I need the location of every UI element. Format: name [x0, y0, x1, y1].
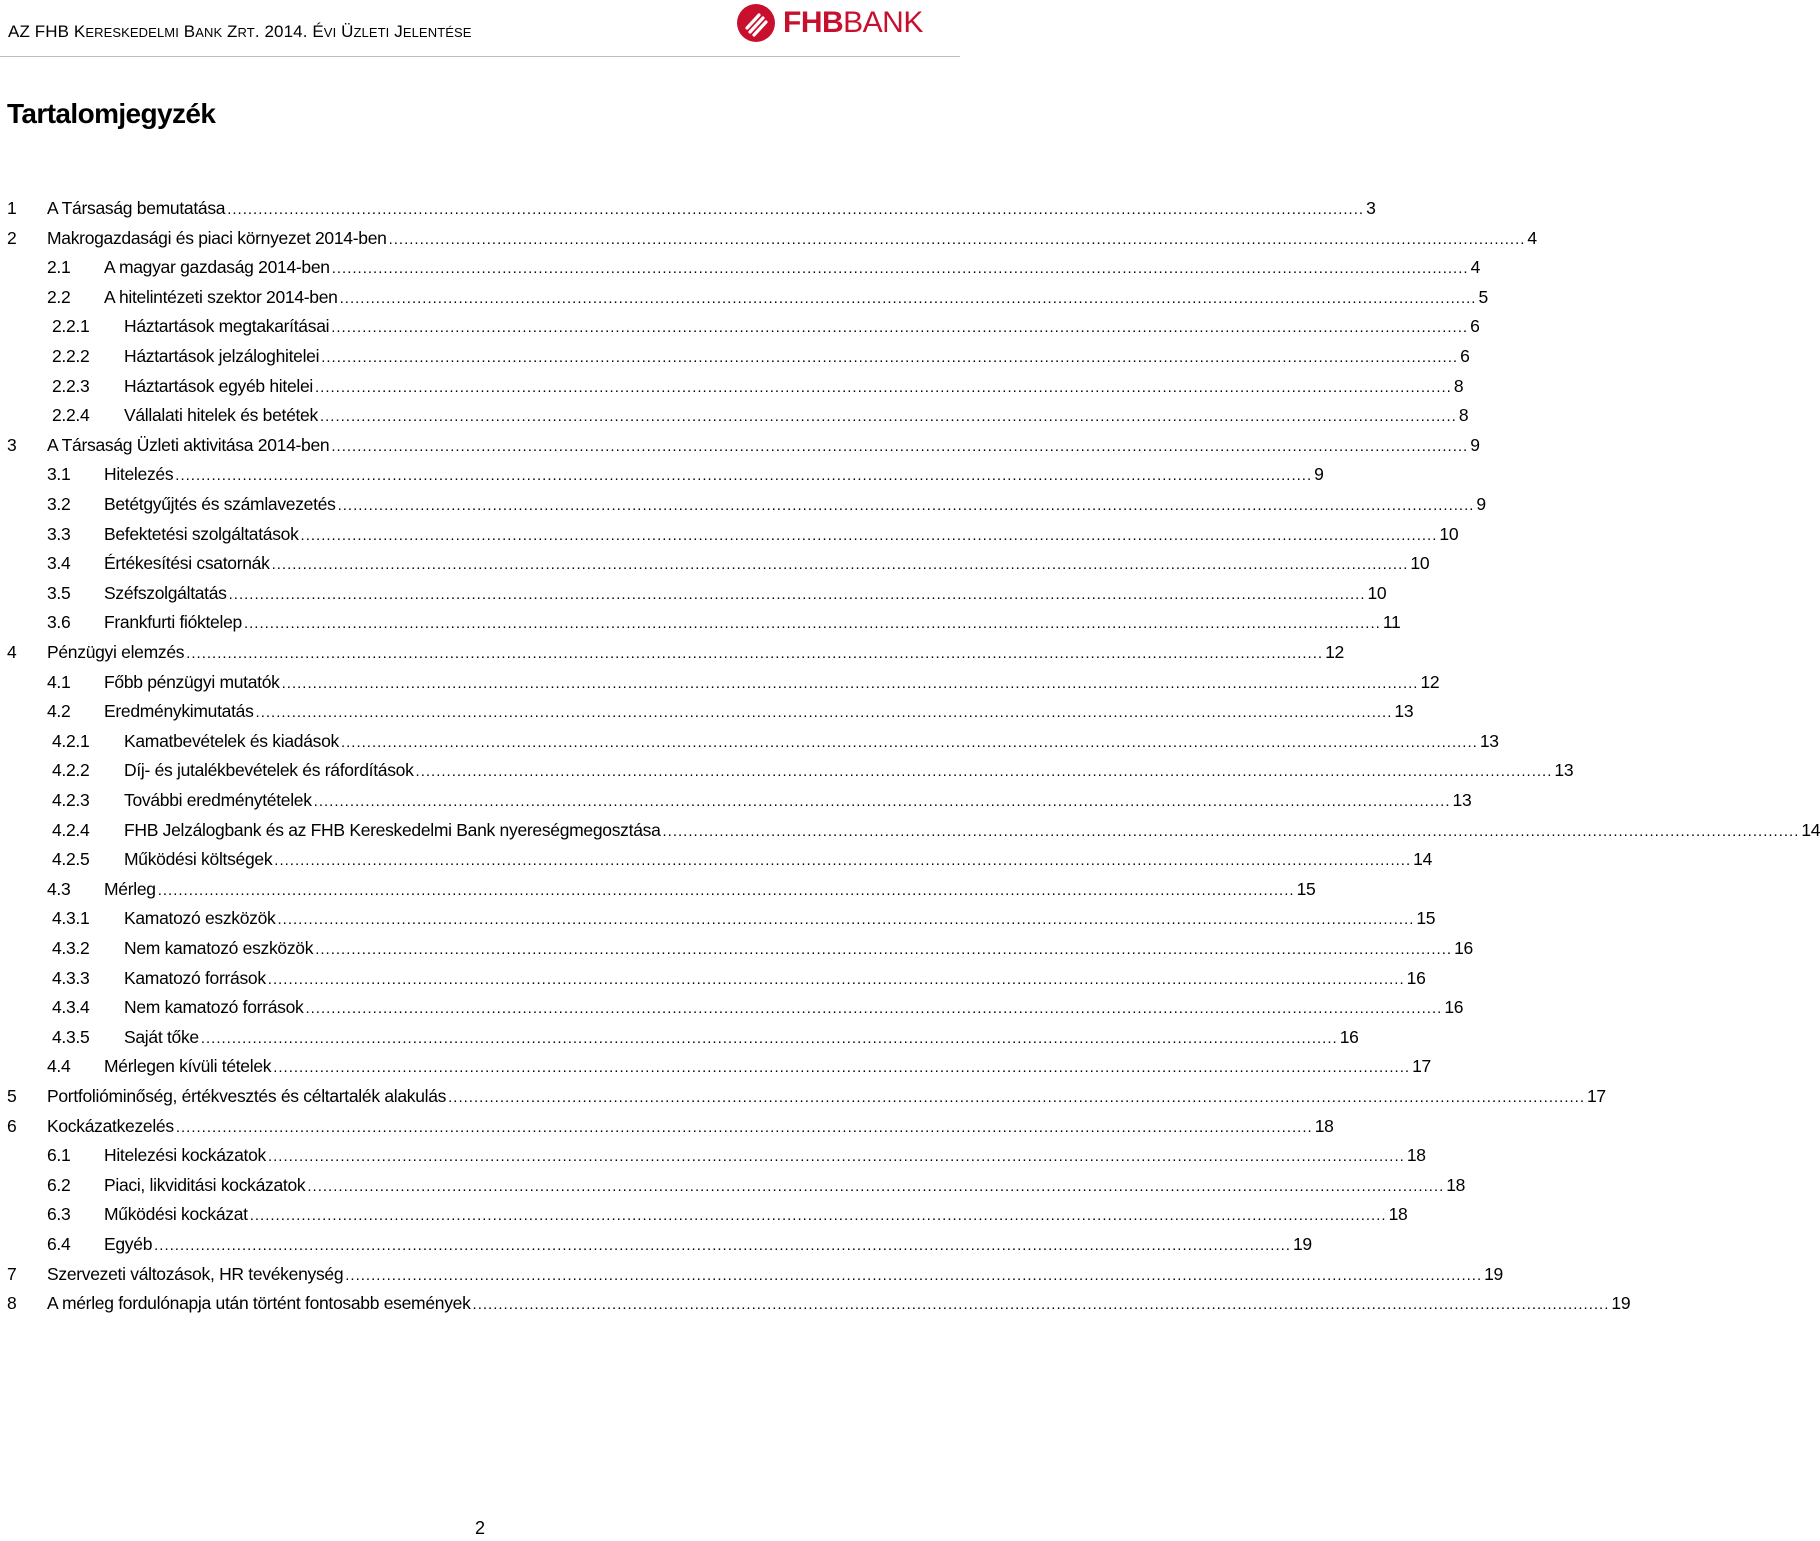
toc-dot-leader: ............................................................................................................................................................................................................................: [305, 1000, 1443, 1018]
toc-entry-title[interactable]: Értékesítési csatornák: [104, 553, 270, 574]
toc-entry-page: 9: [1314, 464, 1324, 485]
toc-entry[interactable]: [0, 726, 1499, 756]
toc-entry[interactable]: [0, 519, 1459, 549]
toc-entry-body: [47, 1111, 1334, 1143]
toc-entry-page: 13: [1479, 730, 1499, 751]
toc-entry-number: 8: [7, 1293, 17, 1314]
toc-entry-body: [104, 459, 1324, 491]
header-title-part: FHB: [34, 22, 74, 41]
toc-entry-body: [104, 1170, 1466, 1202]
toc-dot-leader: ............................................................................................................................................................................................................................: [339, 289, 1477, 307]
toc-entry-number: 2.2: [47, 286, 71, 307]
toc-dot-leader: ............................................................................................................................................................................................................................: [277, 911, 1415, 929]
toc-entry-number: 1: [7, 198, 17, 218]
toc-entry-number: 4.2.2: [52, 760, 90, 781]
toc-dot-leader: ............................................................................................................................................................................................................................: [267, 1148, 1405, 1166]
toc-entry-page: 12: [1325, 642, 1344, 662]
toc-entry-number: 3.5: [47, 582, 71, 603]
toc-entry[interactable]: [0, 489, 1486, 519]
toc-dot-leader: ............................................................................................................................................................................................................................: [267, 970, 1405, 988]
toc-dot-leader: ............................................................................................................................................................................................................................: [388, 230, 1526, 248]
header-title-part: Z: [19, 22, 30, 41]
toc-entry[interactable]: [0, 903, 1436, 933]
toc-entry-number: 4.3.1: [52, 908, 90, 929]
toc-entry-body: [47, 1081, 1606, 1113]
toc-entry[interactable]: [0, 607, 1401, 637]
toc-entry-number: 2.2.1: [52, 316, 90, 337]
toc-entry[interactable]: [0, 193, 1376, 223]
toc-entry-number: 4.3.3: [52, 967, 90, 988]
toc-entry[interactable]: [0, 992, 1464, 1022]
toc-entry-number: 6: [7, 1115, 17, 1136]
toc-entry-page: 16: [1406, 967, 1426, 988]
toc-entry-page: 10: [1439, 523, 1459, 544]
toc-entry-title[interactable]: Vállalati hitelek és betétek: [124, 405, 318, 426]
toc-entry-body: [124, 844, 1433, 876]
toc-entry-body: [124, 963, 1426, 995]
logo-wordmark: [783, 4, 923, 42]
toc-entry-title[interactable]: Piaci, likviditási kockázatok: [104, 1174, 306, 1195]
header-title-part: A: [8, 22, 20, 41]
toc-dot-leader: ............................................................................................................................................................................................................................: [300, 526, 1438, 544]
toc-entry-number: 4.4: [47, 1056, 71, 1077]
toc-dot-leader: ............................................................................................................................................................................................................................: [331, 437, 1469, 455]
toc-dot-leader: ............................................................................................................................................................................................................................: [157, 881, 1295, 899]
toc-entry-body: [104, 667, 1440, 699]
toc-entry-page: 18: [1406, 1145, 1426, 1166]
toc-entry-number: 4.3.2: [52, 938, 90, 958]
toc-entry[interactable]: [0, 578, 1387, 608]
toc-dot-leader: ............................................................................................................................................................................................................................: [271, 556, 1409, 574]
toc-entry-page: 11: [1382, 612, 1401, 633]
toc-entry-number: 2.2.2: [52, 346, 90, 366]
toc-entry-number: 4.2.4: [52, 819, 90, 840]
toc-entry-title[interactable]: Kamatozó források: [124, 967, 266, 988]
toc-entry-page: 19: [1292, 1234, 1312, 1254]
toc-entry-number: 6.4: [47, 1234, 71, 1254]
toc-entry-title[interactable]: Kamatozó eszközök: [124, 908, 276, 929]
toc-entry-body: [104, 578, 1387, 610]
toc-entry-title[interactable]: Háztartások jelzáloghitelei: [124, 346, 320, 366]
toc-entry-number: 4.3: [47, 878, 71, 899]
toc-entry-page: 10: [1367, 582, 1387, 603]
toc-entry-body: [104, 1051, 1431, 1083]
toc-entry-body: [124, 992, 1464, 1024]
toc-heading: Tartalomjegyzék: [7, 98, 216, 129]
toc-entry-page: 18: [1314, 1115, 1334, 1136]
toc-entry[interactable]: [0, 311, 1480, 341]
toc-entry-title[interactable]: Széfszolgáltatás: [104, 582, 227, 603]
toc-entry[interactable]: [0, 1022, 1359, 1052]
toc-dot-leader: ............................................................................................................................................................................................................................: [340, 733, 1478, 751]
toc-dot-leader: ............................................................................................................................................................................................................................: [307, 1177, 1445, 1195]
toc-dot-leader: ............................................................................................................................................................................................................................: [415, 763, 1553, 781]
toc-dot-leader: ............................................................................................................................................................................................................................: [331, 260, 1469, 278]
toc-entry-title[interactable]: Kamatbevételek és kiadások: [124, 730, 339, 751]
toc-entry-page: 8: [1458, 405, 1469, 426]
toc-entry[interactable]: [0, 1288, 1631, 1318]
toc-entry-body: [104, 1199, 1408, 1231]
toc-entry-body: [104, 548, 1430, 580]
toc-entry-title[interactable]: Mérlegen kívüli tételek: [104, 1056, 272, 1077]
toc-entry-body: [124, 903, 1436, 935]
toc-entry-title[interactable]: Nem kamatozó eszközök: [124, 938, 314, 958]
toc-entry-page: 6: [1460, 346, 1470, 366]
toc-entry[interactable]: [0, 223, 1537, 253]
toc-dot-leader: ............................................................................................................................................................................................................................: [315, 378, 1452, 396]
toc-entry-title[interactable]: Hitelezési kockázatok: [104, 1145, 266, 1166]
toc-entry-body: [104, 696, 1414, 728]
toc-entry-title[interactable]: Befektetési szolgáltatások: [104, 523, 299, 544]
header-divider: [0, 56, 960, 57]
header-title-part: K: [73, 22, 86, 41]
toc-entry-number: 4.2.1: [52, 730, 90, 751]
toc-entry-page: 18: [1446, 1174, 1466, 1195]
toc-entry-number: 3: [7, 434, 17, 455]
toc-entry-number: 3.3: [47, 523, 71, 544]
toc-dot-leader: ............................................................................................................................................................................................................................: [154, 1237, 1291, 1254]
toc-entry-number: 4.3.4: [52, 997, 90, 1018]
toc-entry[interactable]: [0, 1259, 1503, 1289]
toc-entry-page: 9: [1476, 494, 1486, 514]
toc-entry-number: 2.2.4: [52, 405, 90, 426]
toc-entry-title[interactable]: Eredménykimutatás: [104, 701, 254, 722]
toc-entry-title[interactable]: Háztartások egyéb hitelei: [124, 375, 313, 396]
toc-dot-leader: ............................................................................................................................................................................................................................: [315, 941, 1453, 958]
toc-entry-page: 4: [1527, 227, 1537, 248]
logo-wordmark-bold: FHB: [783, 6, 844, 39]
toc-entry-number: 2.2.3: [52, 375, 90, 396]
toc-entry[interactable]: [0, 1051, 1431, 1081]
header-title-part: Ü: [336, 22, 354, 41]
toc-entry-body: [47, 430, 1480, 462]
toc-dot-leader: ............................................................................................................................................................................................................................: [255, 704, 1393, 722]
toc-entry-title[interactable]: Pénzügyi elemzés: [47, 642, 185, 662]
header-title-part: É: [312, 22, 324, 41]
logo-wordmark-regular: BANK: [843, 6, 923, 39]
toc-entry-title[interactable]: A Társaság bemutatása: [47, 198, 226, 218]
toc-entry-body: [124, 726, 1499, 758]
toc-entry[interactable]: [0, 459, 1324, 489]
toc-entry[interactable]: [0, 282, 1488, 312]
toc-dot-leader: ............................................................................................................................................................................................................................: [175, 467, 1313, 485]
toc-entry[interactable]: [0, 933, 1473, 963]
toc-entry-title[interactable]: Egyéb: [104, 1234, 153, 1254]
toc-entry-page: 13: [1394, 701, 1414, 722]
toc-entry-title[interactable]: Mérleg: [104, 878, 156, 899]
toc-entry-page: 3: [1366, 198, 1376, 218]
toc-entry-page: 13: [1452, 790, 1472, 810]
toc-entry-body: [124, 755, 1574, 787]
toc-dot-leader: ............................................................................................................................................................................................................................: [200, 1029, 1338, 1047]
toc-entry-body: [104, 252, 1480, 284]
toc-entry-number: 2.1: [47, 257, 71, 278]
toc-entry-title[interactable]: Hitelezés: [104, 464, 174, 485]
toc-entry-body: [124, 785, 1472, 817]
toc-entry-number: 3.2: [47, 494, 71, 514]
toc-entry-number: 6.2: [47, 1174, 71, 1195]
toc-entry[interactable]: [0, 874, 1316, 904]
toc-dot-leader: ............................................................................................................................................................................................................................: [281, 674, 1419, 692]
toc-entry-title[interactable]: További eredménytételek: [124, 790, 312, 810]
toc-entry[interactable]: [0, 696, 1414, 726]
toc-entry-title[interactable]: Betétgyűjtés és számlavezetés: [104, 494, 336, 514]
toc-entry-page: 14: [1413, 849, 1433, 870]
toc-entry[interactable]: [0, 815, 1820, 845]
header-title-part: B: [178, 22, 196, 41]
toc-entry-page: 16: [1444, 997, 1464, 1018]
toc-entry-title[interactable]: Szervezeti változások, HR tevékenység: [47, 1263, 344, 1284]
toc-dot-leader: ............................................................................................................................................................................................................................: [175, 1118, 1313, 1136]
toc-entry-body: [104, 282, 1488, 314]
toc-entry-body: [124, 933, 1473, 965]
toc-entry-page: 15: [1296, 878, 1316, 899]
toc-entry-page: 15: [1416, 908, 1436, 929]
toc-entry[interactable]: [0, 252, 1480, 282]
toc-entry-page: 12: [1420, 671, 1440, 692]
toc-entry-body: [47, 193, 1376, 225]
toc-entry[interactable]: [0, 1229, 1312, 1259]
toc-entry-page: 4: [1470, 257, 1480, 278]
toc-entry[interactable]: [0, 785, 1472, 815]
toc-entry-body: [124, 400, 1469, 432]
toc-dot-leader: ............................................................................................................................................................................................................................: [321, 349, 1459, 366]
toc-entry[interactable]: [0, 667, 1440, 697]
toc-entry-page: 8: [1453, 375, 1464, 396]
toc-entry[interactable]: [0, 1170, 1466, 1200]
document-header-title: [8, 22, 472, 42]
toc-entry-number: 4.3.5: [52, 1026, 90, 1047]
toc-entry-title[interactable]: A hitelintézeti szektor 2014-ben: [104, 286, 338, 307]
header-title-part: ELENTÉSE: [402, 25, 472, 40]
toc-entry-page: 19: [1484, 1263, 1503, 1284]
page-number: 2: [474, 1518, 485, 1538]
toc-dot-leader: ............................................................................................................................................................................................................................: [249, 1207, 1387, 1225]
toc-entry-number: 3.1: [47, 464, 71, 485]
toc-dot-leader: ............................................................................................................................................................................................................................: [448, 1089, 1585, 1106]
toc-dot-leader: ............................................................................................................................................................................................................................: [662, 822, 1800, 840]
toc-dot-leader: ............................................................................................................................................................................................................................: [331, 319, 1469, 337]
toc-entry-page: 17: [1587, 1086, 1606, 1106]
toc-entry-page: 6: [1470, 316, 1480, 337]
toc-entry[interactable]: [0, 1111, 1334, 1141]
toc-entry-page: 10: [1410, 553, 1430, 574]
toc-entry-number: 6.3: [47, 1204, 71, 1225]
toc-entry-page: 5: [1478, 286, 1488, 307]
toc-dot-leader: ............................................................................................................................................................................................................................: [274, 852, 1412, 870]
toc-entry-title[interactable]: A Társaság Üzleti aktivitása 2014-ben: [47, 434, 330, 455]
toc-entry-body: [104, 1140, 1426, 1172]
toc-entry-number: 5: [7, 1086, 17, 1106]
toc-entry[interactable]: [0, 1199, 1408, 1229]
toc-entry-body: [104, 607, 1401, 639]
header-title-part: ERESKEDELMI: [85, 25, 179, 40]
header-title-part: J: [389, 22, 403, 41]
toc-entry-number: 4.2.5: [52, 849, 90, 870]
toc-entry-body: [124, 311, 1480, 343]
toc-entry-page: 16: [1454, 938, 1473, 958]
toc-entry-body: [104, 1229, 1312, 1261]
toc-entry-number: 7: [7, 1263, 17, 1284]
toc-entry-title[interactable]: Működési kockázat: [104, 1204, 248, 1225]
toc-entry-body: [47, 1259, 1503, 1291]
toc-entry-body: [124, 371, 1464, 403]
toc-entry-number: 3.4: [47, 553, 71, 574]
toc-entry-title[interactable]: A mérleg fordulónapja után történt fontosabb események: [47, 1293, 471, 1314]
toc-entry-title[interactable]: Portfolióminőség, értékvesztés és céltartalék alakulás: [47, 1086, 447, 1106]
toc-entry-page: 14: [1801, 819, 1820, 840]
toc-entry[interactable]: [0, 371, 1464, 401]
toc-dot-leader: ............................................................................................................................................................................................................................: [319, 408, 1457, 426]
toc-dot-leader: ............................................................................................................................................................................................................................: [186, 645, 1324, 662]
header-title-part: . 2014.: [254, 22, 313, 41]
toc-entry-number: 4.1: [47, 671, 71, 692]
toc-entry-body: [47, 223, 1537, 255]
toc-entry-number: 2: [7, 227, 17, 248]
header-title-part: ZLETI: [353, 25, 390, 40]
toc-entry-body: [104, 874, 1316, 906]
header-title-part: Z: [222, 22, 238, 41]
toc-entry[interactable]: [0, 755, 1574, 785]
toc-entry-page: 17: [1412, 1056, 1431, 1077]
toc-entry[interactable]: [0, 548, 1430, 578]
toc-dot-leader: ............................................................................................................................................................................................................................: [313, 793, 1451, 810]
toc-entry-title[interactable]: A magyar gazdaság 2014-ben: [104, 257, 330, 278]
toc-dot-leader: ............................................................................................................................................................................................................................: [345, 1266, 1483, 1284]
toc-entry-title[interactable]: Nem kamatozó források: [124, 997, 304, 1018]
toc-entry-page: 16: [1339, 1026, 1359, 1047]
toc-dot-leader: ............................................................................................................................................................................................................................: [472, 1296, 1610, 1314]
toc-entry-body: [124, 815, 1820, 847]
toc-entry-title[interactable]: Működési költségek: [124, 849, 273, 870]
toc-entry-page: 19: [1611, 1293, 1631, 1314]
toc-entry-number: 3.6: [47, 612, 71, 633]
toc-entry-title[interactable]: Kockázatkezelés: [47, 1115, 174, 1136]
toc-entry[interactable]: [0, 844, 1433, 874]
fhb-logo-mark-icon: [737, 4, 775, 42]
toc-dot-leader: ............................................................................................................................................................................................................................: [337, 497, 1475, 514]
toc-entry[interactable]: [0, 1140, 1426, 1170]
fhb-bank-logo: [737, 3, 923, 43]
header-title-part: ANK: [195, 25, 223, 40]
toc-entry-body: [104, 519, 1459, 551]
toc-entry-number: 6.1: [47, 1145, 71, 1166]
toc-entry-page: 9: [1470, 434, 1480, 455]
toc-entry[interactable]: [0, 400, 1469, 430]
toc-entry-title[interactable]: Díj- és jutalékbevételek és ráfordítások: [124, 760, 414, 781]
toc-entry[interactable]: [0, 963, 1426, 993]
toc-dot-leader: ............................................................................................................................................................................................................................: [273, 1059, 1411, 1077]
toc-dot-leader: ............................................................................................................................................................................................................................: [243, 615, 1381, 633]
toc-entry-number: 4.2.3: [52, 790, 90, 810]
toc-entry-body: [124, 341, 1470, 373]
toc-entry[interactable]: [0, 430, 1480, 460]
toc-entry-title[interactable]: Frankfurti fióktelep: [104, 612, 242, 633]
toc-entry-number: 4: [7, 642, 17, 662]
toc-entry-page: 18: [1388, 1204, 1408, 1225]
header-title-part: RT: [237, 25, 255, 40]
toc-entry-body: [124, 1022, 1359, 1054]
toc-entry-title[interactable]: Saját tőke: [124, 1026, 199, 1047]
toc-entry-title[interactable]: Makrogazdasági és piaci környezet 2014-ben: [47, 227, 387, 248]
toc-entry-title[interactable]: Háztartások megtakarításai: [124, 316, 330, 337]
toc-dot-leader: ............................................................................................................................................................................................................................: [227, 201, 1365, 218]
toc-entry[interactable]: [0, 341, 1470, 371]
toc-dot-leader: ............................................................................................................................................................................................................................: [228, 585, 1366, 603]
toc-entry[interactable]: [0, 1081, 1606, 1111]
toc-entry[interactable]: [0, 637, 1344, 667]
toc-entry-number: 4.2: [47, 701, 71, 722]
toc-entry-title[interactable]: FHB Jelzálogbank és az FHB Kereskedelmi Bank nyereségmegosztása: [124, 819, 661, 840]
toc-entry-body: [47, 1288, 1631, 1320]
toc-entry-body: [47, 637, 1344, 669]
header-title-part: VI: [323, 25, 337, 40]
toc-entry-title[interactable]: Főbb pénzügyi mutatók: [104, 671, 280, 692]
toc-entry-body: [104, 489, 1486, 521]
toc-entry-page: 13: [1554, 760, 1574, 781]
